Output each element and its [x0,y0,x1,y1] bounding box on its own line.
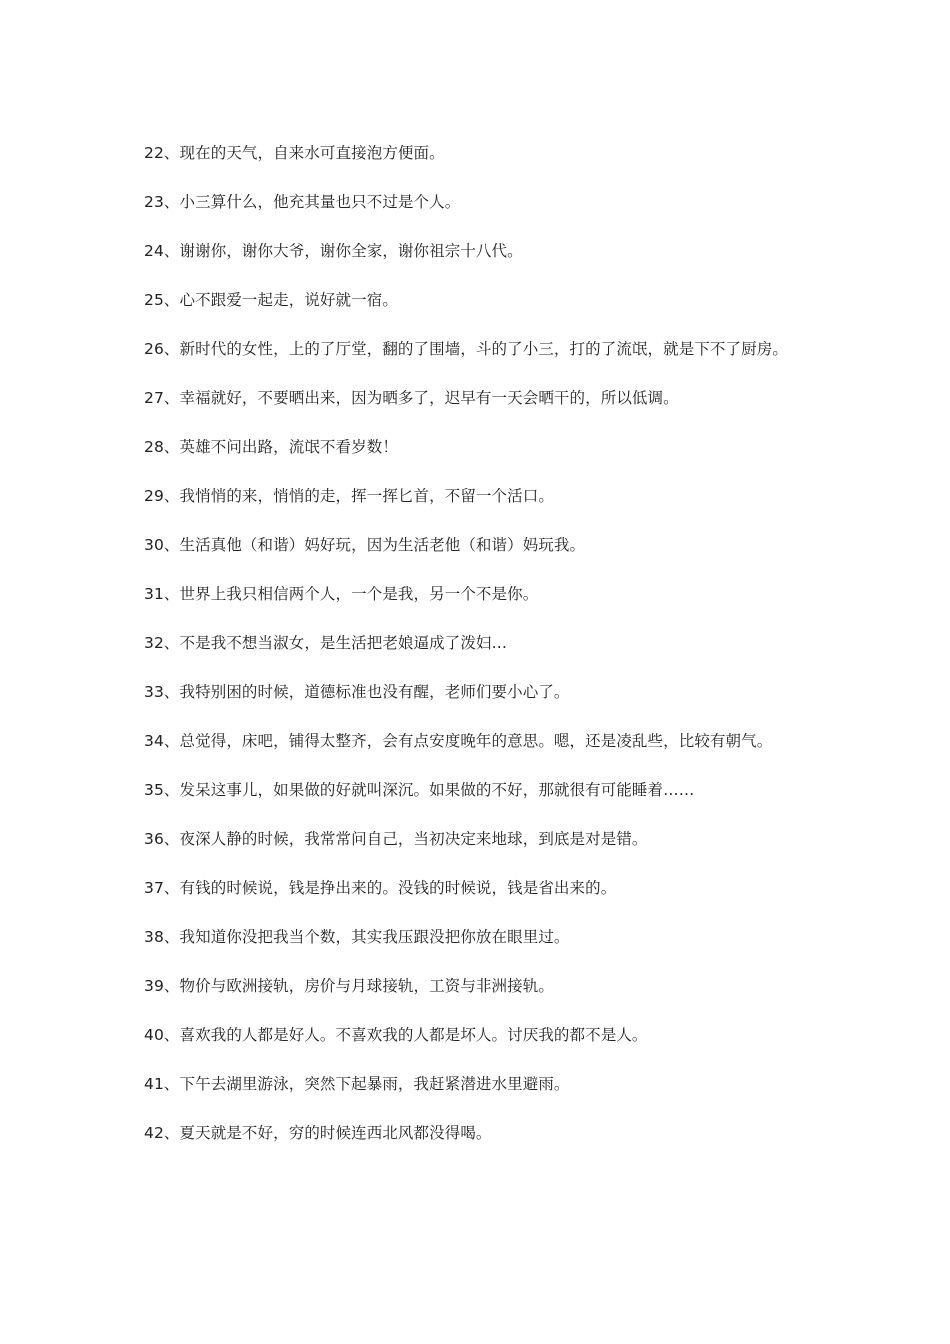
list-item [144,190,814,214]
list-item [144,337,814,361]
item-number: 39、 [144,977,180,995]
item-number: 31、 [144,585,180,603]
item-text: 有钱的时候说，钱是挣出来的。没钱的时候说，钱是省出来的。 [179,879,617,897]
list-item [144,827,814,851]
list-item [144,386,814,410]
list-item [144,876,814,900]
item-text: 我特别困的时候，道德标准也没有醒，老师们要小心了。 [179,683,570,701]
item-text: 幸福就好，不要晒出来，因为晒多了，迟早有一天会晒干的，所以低调。 [179,389,679,407]
item-number: 32、 [144,634,180,652]
list-item [144,533,814,557]
list-item [144,729,814,753]
list-item [144,1023,814,1047]
item-text: 喜欢我的人都是好人。不喜欢我的人都是坏人。讨厌我的都不是人。 [179,1026,648,1044]
list-item [144,288,814,312]
item-number: 42、 [144,1124,180,1142]
item-text: 谢谢你，谢你大爷，谢你全家，谢你祖宗十八代。 [179,242,523,260]
list-item [144,631,814,655]
item-number: 27、 [144,389,180,407]
item-text: 下午去湖里游泳，突然下起暴雨，我赶紧潜进水里避雨。 [179,1075,570,1093]
item-text: 英雄不问出路，流氓不看岁数！ [179,438,398,456]
item-number: 29、 [144,487,180,505]
item-text: 不是我不想当淑女，是生活把老娘逼成了泼妇… [179,634,508,652]
item-text: 生活真他（和谐）妈好玩，因为生活老他（和谐）妈玩我。 [179,536,586,554]
item-text: 物价与欧洲接轨，房价与月球接轨，工资与非洲接轨。 [179,977,554,995]
item-number: 24、 [144,242,180,260]
item-number: 28、 [144,438,180,456]
item-text: 现在的天气，自来水可直接泡方便面。 [179,144,445,162]
item-number: 40、 [144,1026,180,1044]
list-item [144,925,814,949]
list-item [144,778,814,802]
item-text: 世界上我只相信两个人，一个是我，另一个不是你。 [179,585,539,603]
list-item [144,435,814,459]
list-item [144,1072,814,1096]
item-text: 心不跟爱一起走，说好就一宿。 [179,291,398,309]
item-number: 22、 [144,144,180,162]
item-text: 我悄悄的来，悄悄的走，挥一挥匕首，不留一个活口。 [179,487,554,505]
list-item [144,582,814,606]
item-number: 23、 [144,193,180,211]
item-text: 新时代的女性，上的了厅堂，翻的了围墙，斗的了小三，打的了流氓，就是下不了厨房。 [179,340,788,358]
item-number: 41、 [144,1075,180,1093]
joke-list [144,141,814,1170]
item-number: 26、 [144,340,180,358]
item-number: 38、 [144,928,180,946]
item-number: 36、 [144,830,180,848]
item-text: 我知道你没把我当个数，其实我压跟没把你放在眼里过。 [179,928,570,946]
item-text: 发呆这事儿，如果做的好就叫深沉。如果做的不好，那就很有可能睡着…… [179,781,695,799]
item-number: 25、 [144,291,180,309]
item-number: 34、 [144,732,180,750]
item-number: 33、 [144,683,180,701]
list-item [144,484,814,508]
item-text: 夏天就是不好，穷的时候连西北风都没得喝。 [179,1124,492,1142]
item-number: 35、 [144,781,180,799]
item-number: 37、 [144,879,180,897]
item-text: 夜深人静的时候，我常常问自己，当初决定来地球，到底是对是错。 [179,830,648,848]
item-number: 30、 [144,536,180,554]
item-text: 小三算什么，他充其量也只不过是个人。 [179,193,461,211]
item-text: 总觉得，床吧，铺得太整齐，会有点安度晚年的意思。嗯，还是凌乱些，比较有朝气。 [179,732,773,750]
list-item [144,1121,814,1145]
list-item [144,239,814,263]
list-item [144,680,814,704]
list-item [144,974,814,998]
list-item [144,141,814,165]
